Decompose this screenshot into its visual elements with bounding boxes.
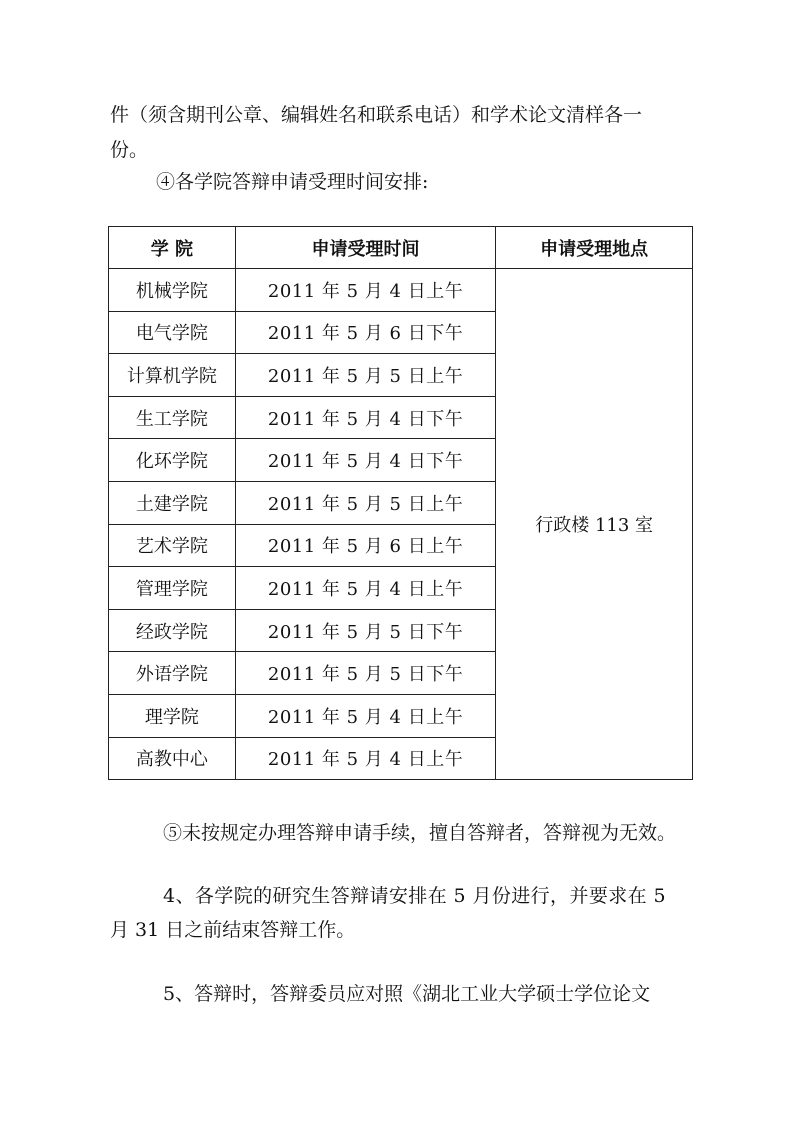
item-4-line-2: 月 31 日之前结束答辩工作。	[110, 919, 356, 941]
time-cell: 2011 年 5 月 6 日上午	[235, 524, 496, 567]
time-cell: 2011 年 5 月 4 日下午	[235, 439, 496, 482]
college-cell: 计算机学院	[109, 354, 236, 397]
time-cell: 2011 年 5 月 4 日上午	[235, 269, 496, 312]
schedule-table	[108, 226, 693, 780]
college-cell: 管理学院	[109, 567, 236, 610]
intro-line-2: 份。	[110, 139, 149, 161]
time-cell: 2011 年 5 月 5 日上午	[235, 354, 496, 397]
time-cell: 2011 年 5 月 5 日上午	[235, 481, 496, 524]
location-cell: 行政楼 113 室	[496, 269, 693, 780]
header-location: 申请受理地点	[496, 227, 693, 269]
college-cell: 生工学院	[109, 396, 236, 439]
time-cell: 2011 年 5 月 6 日下午	[235, 311, 496, 354]
time-cell: 2011 年 5 月 4 日上午	[235, 694, 496, 737]
header-college: 学 院	[109, 227, 236, 269]
time-cell: 2011 年 5 月 4 日上午	[235, 567, 496, 610]
college-cell: 化环学院	[109, 439, 236, 482]
time-cell: 2011 年 5 月 4 日下午	[235, 396, 496, 439]
college-cell: 机械学院	[109, 269, 236, 312]
schedule-heading: ④各学院答辩申请受理时间安排:	[156, 171, 429, 193]
item-5-line-1: 5、答辩时，答辩委员应对照《湖北工业大学硕士学位论文	[163, 983, 651, 1005]
college-cell: 经政学院	[109, 609, 236, 652]
college-cell: 理学院	[109, 694, 236, 737]
college-cell: 外语学院	[109, 652, 236, 695]
time-cell: 2011 年 5 月 5 日下午	[235, 609, 496, 652]
table-row	[109, 269, 693, 312]
time-cell: 2011 年 5 月 5 日下午	[235, 652, 496, 695]
header-time: 申请受理时间	[235, 227, 496, 269]
college-cell: 高教中心	[109, 737, 236, 780]
intro-line-1: 件（须含期刊公章、编辑姓名和联系电话）和学术论文清样各一	[110, 104, 643, 126]
college-cell: 艺术学院	[109, 524, 236, 567]
time-cell: 2011 年 5 月 4 日上午	[235, 737, 496, 780]
college-cell: 土建学院	[109, 481, 236, 524]
item-4-line-1: 4、各学院的研究生答辩请安排在 5 月份进行，并要求在 5	[163, 885, 666, 907]
table-header-row	[109, 227, 693, 269]
college-cell: 电气学院	[109, 311, 236, 354]
item-5-invalid-defense: ⑤未按规定办理答辩申请手续，擅自答辩者，答辩视为无效。	[163, 822, 677, 844]
